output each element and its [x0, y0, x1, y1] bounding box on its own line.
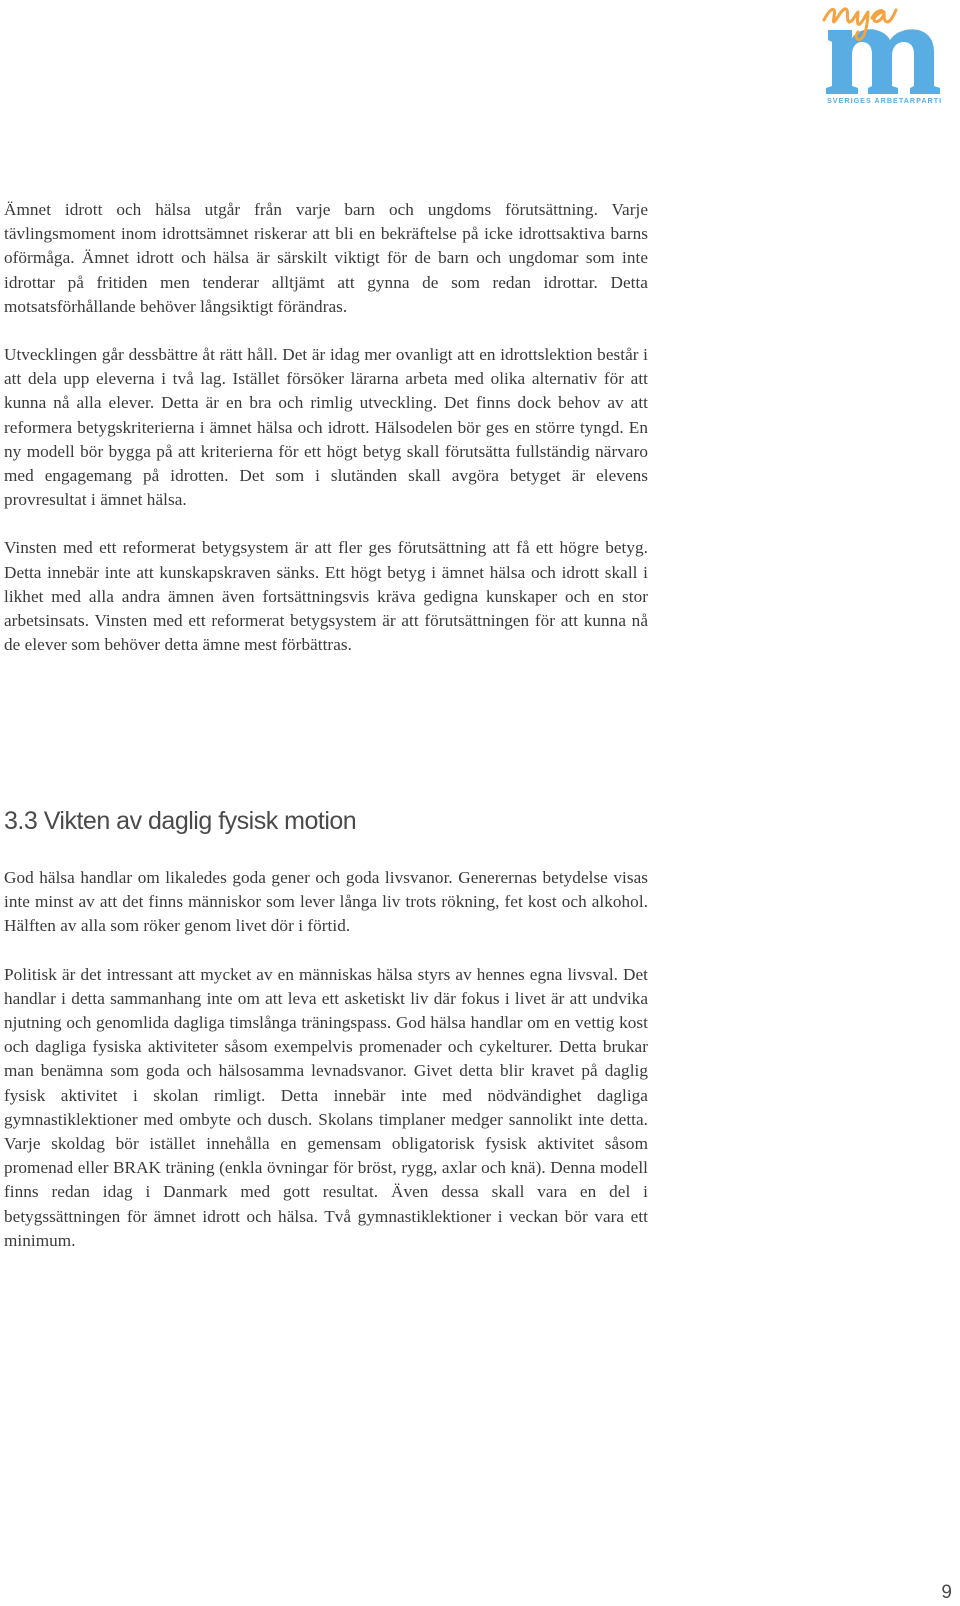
section-heading: 3.3 Vikten av daglig fysisk motion — [4, 807, 357, 835]
paragraph: Vinsten med ett reformerat betygsystem är att fler ges förutsättning att få ett högre betyg. Detta innebär inte att kunskapskraven sänks. Ett högt betyg i ämnet hälsa och idrott skall i likhet med alla andra ämnen även fortsättningsvis kräva gedigna kunskaper och en stor arbetsinsats. Vinsten med ett reformerat betygsystem är att förutsättningen för att kunna nå de elever som behöver detta ämne mest förbättras. — [4, 538, 648, 655]
party-logo — [822, 0, 960, 110]
paragraph: Politisk är det intressant att mycket av en människas hälsa styrs av hennes egna livsval. Det handlar i detta sammanhang inte om att leva ett asketiskt liv där fokus i livet är att undvika njutning och genomlida dagliga timslånga träningspass. God hälsa handlar om en vettig kost och dagliga fysiska aktiviteter såsom exempelvis promenader och cykelturer. Detta brukar man benämna som goda och hälsosamma levnadsvanor. Givet detta blir kravet på daglig fysisk aktivitet i skolan rimligt. Detta innebär inte med nödvändighet dagliga gymnastiklektioner med ombyte och dusch. Skolans timplaner medger sannolikt inte detta. Varje skoldag bör istället innehålla en gemensam obligatorisk fysisk aktivitet såsom promenad eller BRAK träning (enkla övningar för bröst, rygg, axlar och knä). Denna modell finns redan idag i Danmark med gott resultat. Även dessa skall vara en del i betygssättningen för ämnet idrott och hälsa. Två gymnastiklektioner i veckan bör vara ett minimum. — [4, 964, 648, 1250]
body-text-top — [4, 198, 648, 657]
paragraph: Utvecklingen går dessbättre åt rätt håll. Det är idag mer ovanligt att en idrottslektion består i att dela upp eleverna i två lag. Istället försöker lärarna arbeta med olika alternativ för att kunna nå alla elever. Detta är en bra och rimlig utveckling. Det finns dock behov av att reformera betygskriterierna i ämnet hälsa och idrott. Hälsodelen bör ges en större tyngd. En ny modell bör bygga på att kriterierna för ett högt betyg skall förutsätta fullständig närvaro med engagemang på idrotten. Det som i slutänden skall avgöra betyget är elevens provresultat i ämnet hälsa. — [4, 345, 648, 510]
logo-m-letter — [826, 29, 940, 94]
paragraph: Ämnet idrott och hälsa utgår från varje barn och ungdoms förutsättning. Varje tävlingsmoment inom idrottsämnet riskerar att bli en bekräftelse på icke idrottsaktiva barns oförmåga. Ämnet idrott och hälsa är särskilt viktigt för de barn och ungdomar som inte idrottar på fritiden men tenderar alltjämt att gynna de som redan idrottar. Detta motsatsförhållande behöver långsiktigt förändras. — [4, 200, 648, 316]
logo-subtitle: SVERIGES ARBETARPARTI — [827, 96, 943, 105]
paragraph: God hälsa handlar om likaledes goda gener och goda livsvanor. Generernas betydelse visas inte minst av att det finns människor som lever långa liv trots rökning, fet kost och alkohol. Hälften av alla som röker genom livet dör i förtid. — [4, 868, 648, 936]
body-text-bottom — [4, 866, 648, 1253]
page-number: 9 — [941, 1582, 952, 1603]
